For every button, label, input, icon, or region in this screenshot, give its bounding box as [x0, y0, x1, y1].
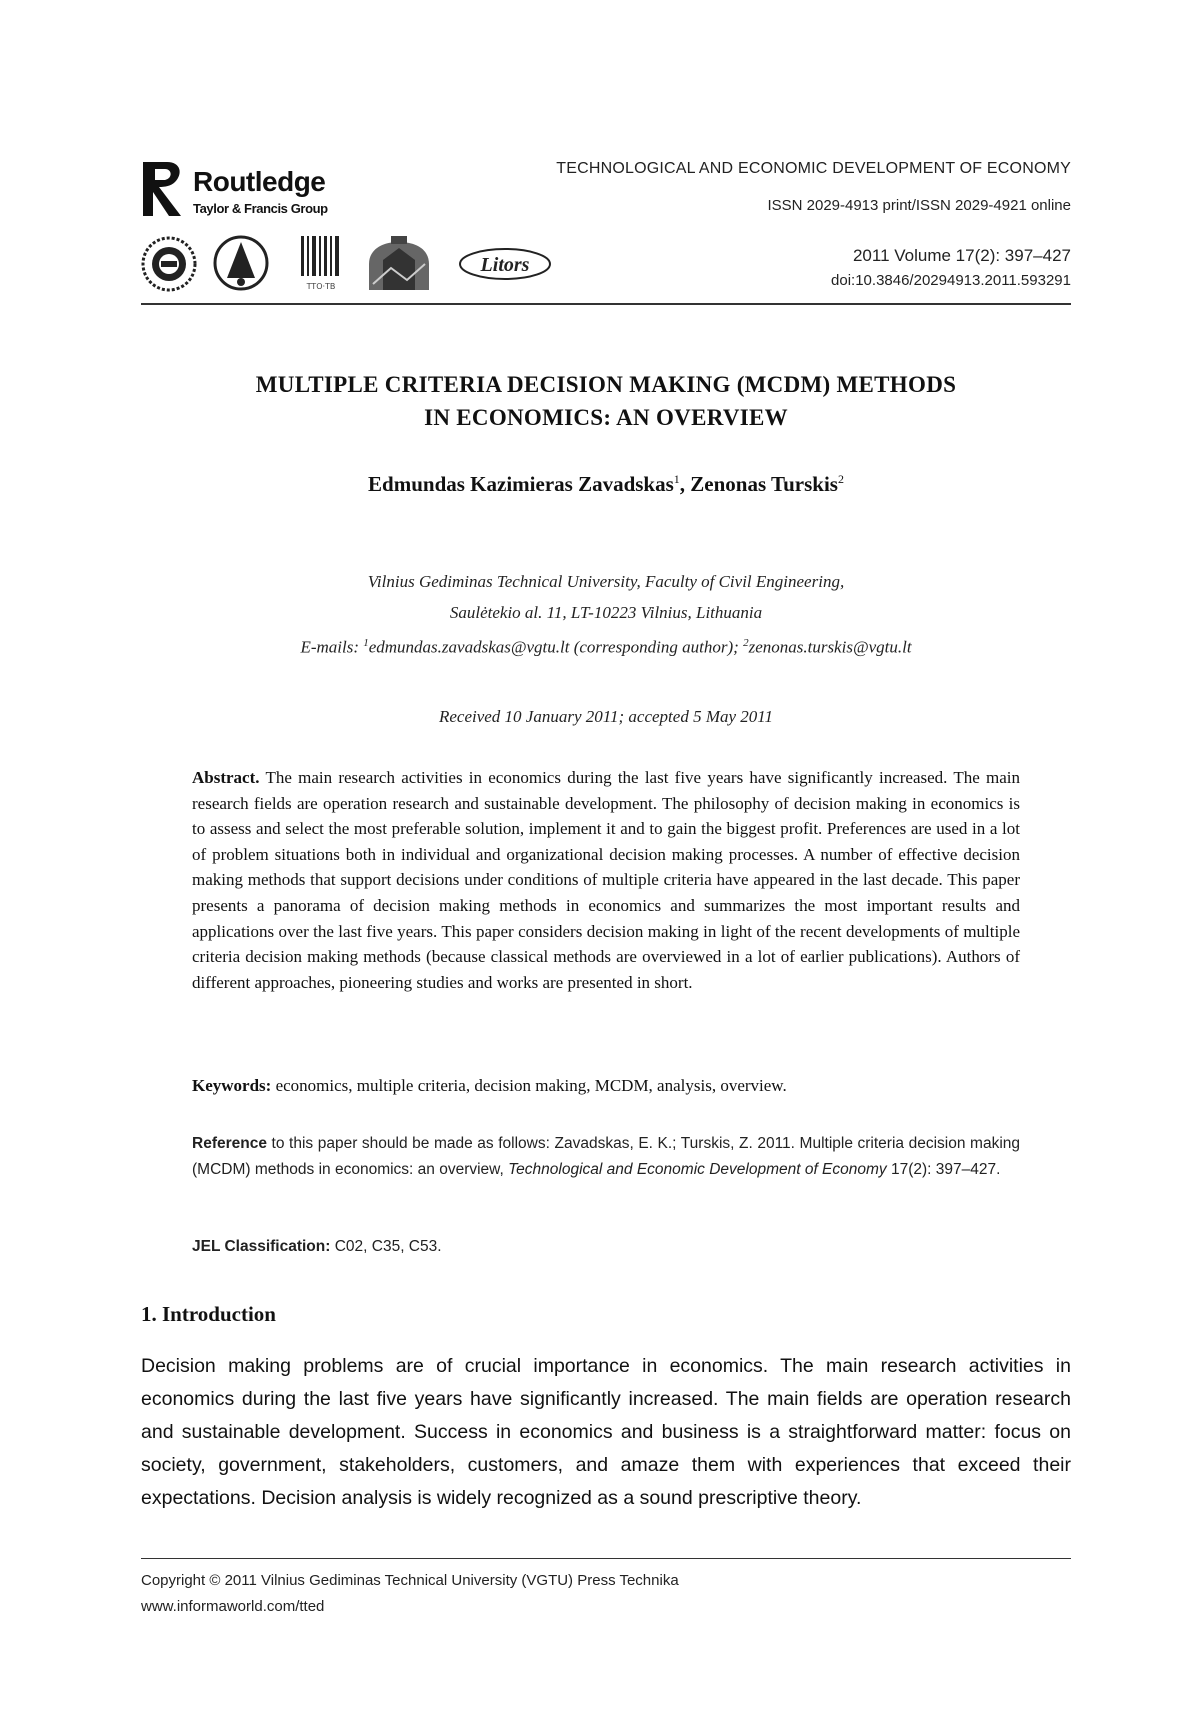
coat-of-arms-icon [361, 234, 437, 292]
author-separator: , [679, 472, 691, 496]
footer-divider [141, 1558, 1071, 1559]
routledge-logo [141, 160, 361, 220]
abstract [192, 765, 1020, 995]
litors-text: Litors [480, 254, 530, 276]
keywords-label: Keywords: [192, 1076, 272, 1095]
email-1-sup: 1 [363, 637, 369, 649]
author-2-affil: 2 [837, 472, 844, 486]
title-line-2: IN ECONOMICS: AN OVERVIEW [424, 405, 788, 430]
email-2-sup: 2 [743, 637, 749, 649]
publisher-subtitle: Taylor & Francis Group [193, 201, 328, 216]
reference-text-1: to this paper should be made as follows: Zavadskas, E. K.; Turskis, Z. 2011. Multiple criteria decision making (MCDM) methods in economics: an overview, [192, 1135, 1020, 1178]
section-heading: 1. Introduction [141, 1302, 276, 1326]
header-divider [141, 303, 1071, 305]
reference-text-2: 17(2): 397–427. [886, 1161, 1001, 1178]
partner-logos [141, 232, 581, 294]
journal-title: TECHNOLOGICAL AND ECONOMIC DEVELOPMENT OF ECONOMY [556, 160, 1071, 177]
reference-label: Reference [192, 1135, 267, 1152]
barcode-emblem-icon [299, 234, 343, 292]
author-1: Edmundas Kazimieras Zavadskas [368, 472, 674, 496]
keywords [192, 1076, 1020, 1096]
keywords-text: economics, multiple criteria, decision making, MCDM, analysis, overview. [271, 1076, 787, 1095]
emails [141, 628, 1071, 663]
email-1[interactable]: edmundas.zavadskas@vgtu.lt (corresponding author); [368, 637, 744, 657]
email-2[interactable]: zenonas.turskis@vgtu.lt [748, 637, 912, 657]
affiliation-line-1: Vilnius Gediminas Technical University, Faculty of Civil Engineering, [367, 572, 845, 591]
journal-header [141, 150, 1071, 305]
website-link[interactable]: www.informaworld.com/tted [141, 1598, 325, 1615]
jel-codes: C02, C35, C53. [330, 1238, 442, 1255]
article-title [141, 368, 1071, 434]
barcode-caption: TTO·TB [306, 282, 336, 291]
author-2: Zenonas Turskis [690, 472, 838, 496]
copyright: Copyright © 2011 Vilnius Gediminas Technical University (VGTU) Press Technika [141, 1572, 679, 1589]
intro-paragraph: Decision making problems are of crucial importance in economics. The main research activities in economics during the last five years have significantly increased. The main fields are operation research and sustainable development. Success in economics and business is a straightforward matter: focus on society, government, stakeholders, customers, and amaze them with experiences that exceed their expectations. Decision analysis is widely recognized as a sound prescriptive theory. [141, 1355, 1071, 1509]
bell-emblem-icon [213, 234, 269, 292]
litors-logo-icon [457, 246, 553, 282]
authors [141, 472, 1071, 497]
author-1-affil: 1 [673, 472, 680, 486]
jel-label: JEL Classification: [192, 1238, 331, 1255]
reference-journal: Technological and Economic Development of Economy [508, 1161, 887, 1178]
routledge-r-mark-icon [141, 160, 185, 218]
seal-emblem-icon [141, 236, 197, 292]
emails-label: E-mails: [300, 637, 364, 657]
abstract-text: The main research activities in economics during the last five years have significantly increased. The main research fields are operation research and sustainable development. The philosophy of decision making in economics is to assess and select the most preferable solution, implement it and to gain the biggest profit. Preferences are used in a lot of problem situations both in individual and organizational decision making processes. A number of effective decision making methods that support decisions under conditions of multiple criteria have appeared in the last decade. This paper presents a panorama of decision making methods in economics and summarizes the most important results and applications over the last five years. This paper considers decision making in light of the recent developments of multiple criteria decision making methods (because classical methods are overviewed in a lot of earlier publications). Authors of different approaches, pioneering studies and works are presented in short. [192, 768, 1020, 992]
affiliation-line-2: Saulėtekio al. 11, LT-10223 Vilnius, Lithuania [449, 603, 763, 622]
doi[interactable]: doi:10.3846/20294913.2011.593291 [831, 272, 1071, 289]
received-dates: Received 10 January 2011; accepted 5 May 2011 [438, 707, 774, 726]
volume-info: 2011 Volume 17(2): 397–427 [852, 246, 1071, 265]
publisher-name: Routledge [193, 166, 326, 197]
citation-reference [192, 1131, 1020, 1183]
abstract-label: Abstract. [192, 768, 260, 787]
jel-classification [192, 1238, 1020, 1256]
affiliation [141, 566, 1071, 663]
title-line-1: MULTIPLE CRITERIA DECISION MAKING (MCDM) METHODS [255, 372, 957, 397]
issn: ISSN 2029-4913 print/ISSN 2029-4921 online [767, 197, 1071, 214]
